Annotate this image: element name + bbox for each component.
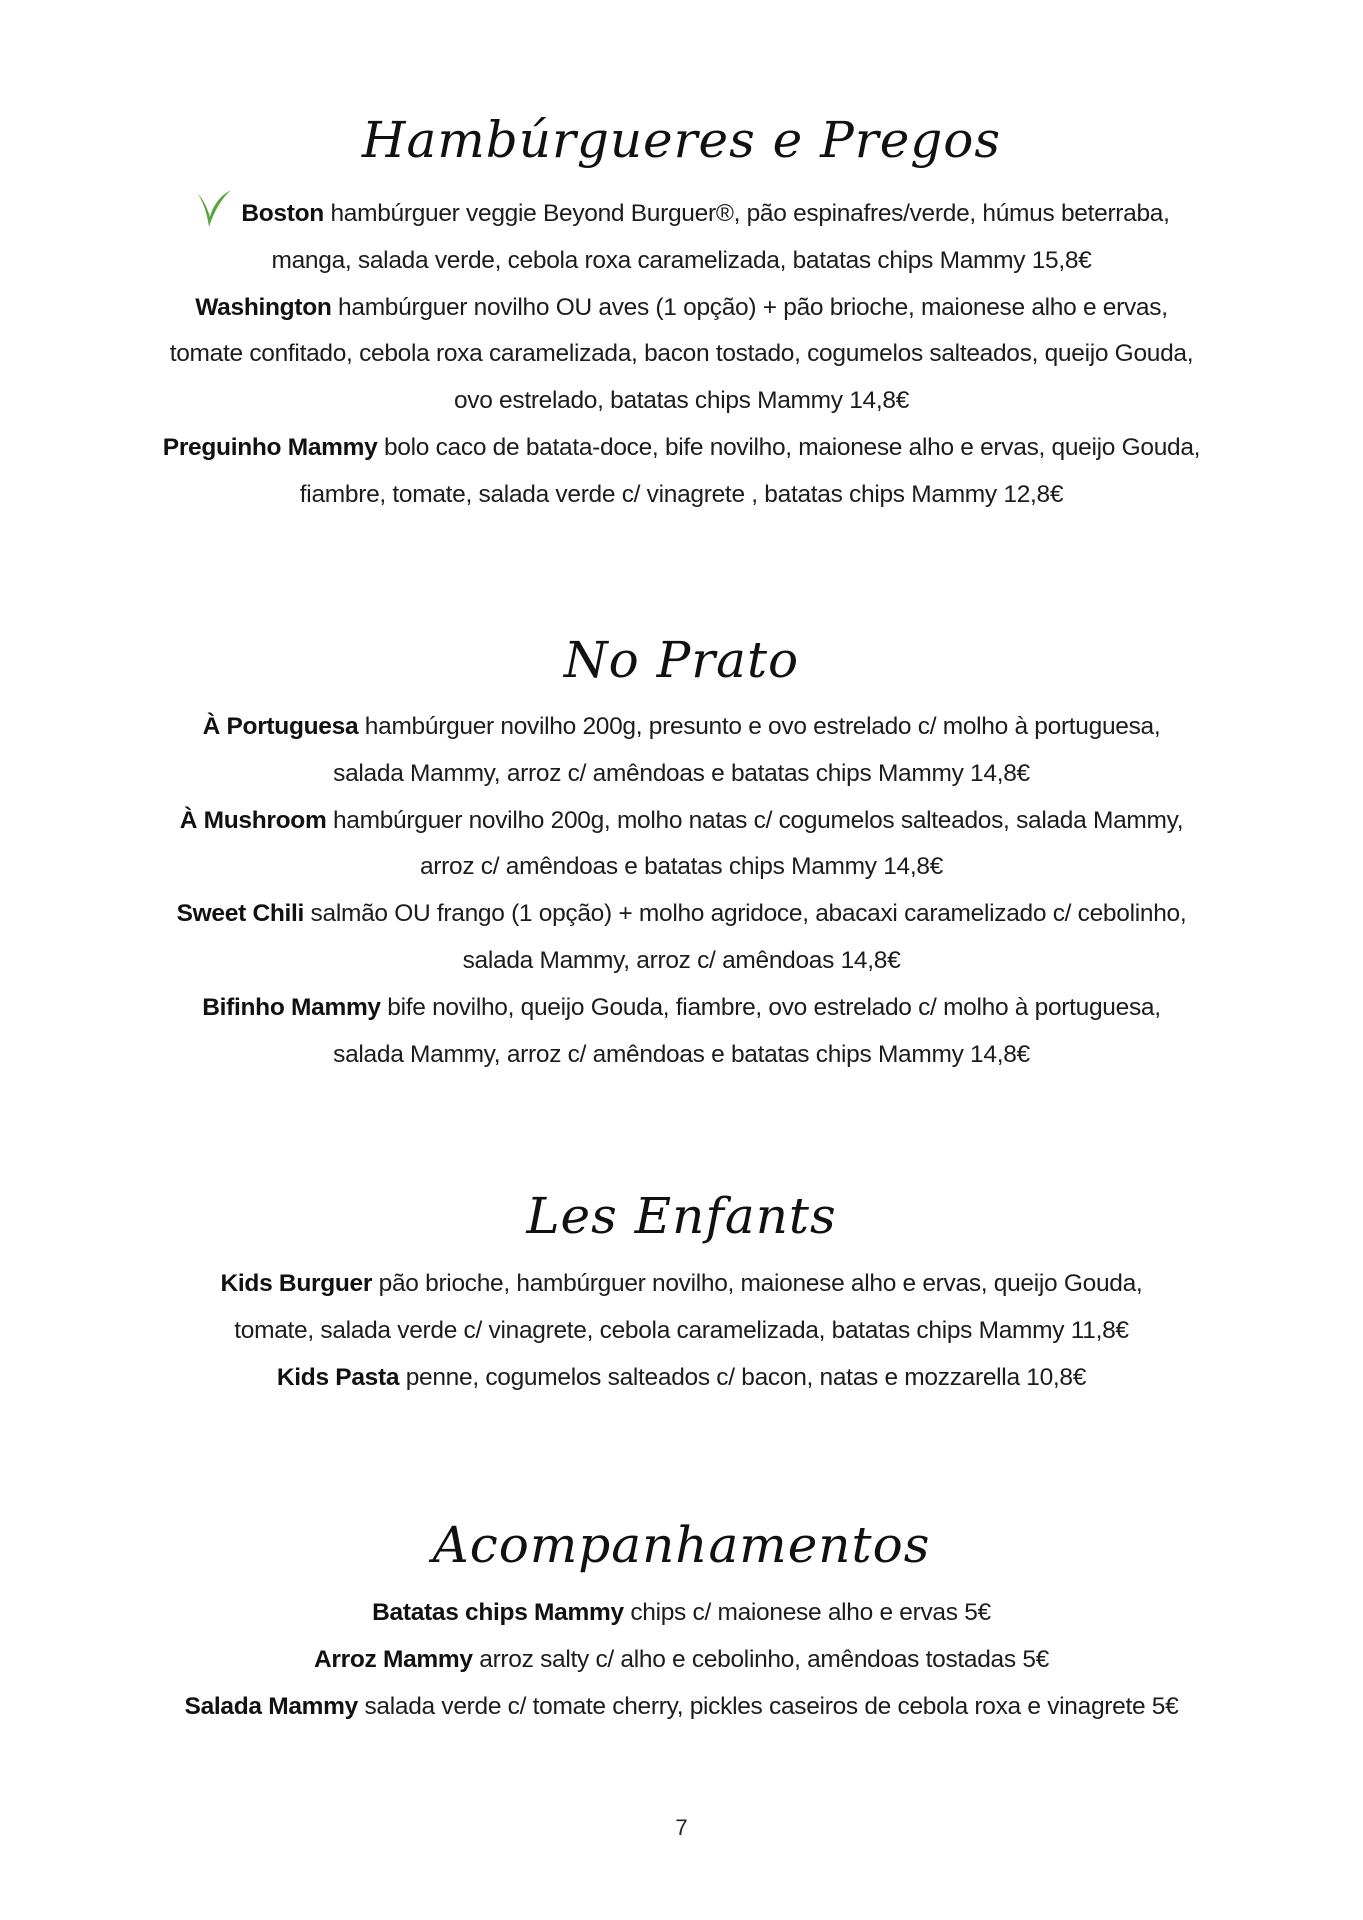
- section-title-hamburgueres: Hambúrgueres e Pregos: [361, 111, 1002, 169]
- section-items-hamburgueres: [110, 187, 1253, 519]
- vegan-leaf-icon: [193, 187, 233, 231]
- menu-item-description: pão brioche, hambúrguer novilho, maionese alho e ervas, queijo Gouda,: [378, 1270, 1143, 1297]
- menu-item-description: fiambre, tomate, salada verde c/ vinagrete , batatas chips Mammy 12,8€: [299, 480, 1064, 508]
- menu-item-description: salmão OU frango (1 opção) + molho agridoce, abacaxi caramelizado c/ cebolinho,: [310, 900, 1187, 928]
- section-title-les-enfants: Les Enfants: [526, 1187, 837, 1245]
- menu-item-name: Washington: [195, 293, 332, 321]
- menu-item-description: tomate, salada verde c/ vinagrete, cebola caramelizada, batatas chips Mammy 11,8€: [234, 1316, 1129, 1344]
- menu-item-name: Salada Mammy: [184, 1692, 358, 1720]
- menu-item-kids-pasta: [110, 1355, 1253, 1402]
- section-items-acompanhamentos: [110, 1590, 1253, 1730]
- menu-item-description: arroz c/ amêndoas e batatas chips Mammy 14,8€: [419, 853, 944, 881]
- menu-item-description: penne, cogumelos salteados c/ bacon, natas e mozzarella 10,8€: [405, 1363, 1087, 1391]
- menu-item-description: arroz salty c/ alho e cebolinho, amêndoas tostadas 5€: [479, 1645, 1049, 1673]
- menu-item-description: hambúrguer novilho 200g, presunto e ovo estrelado c/ molho à portuguesa,: [364, 713, 1161, 740]
- page-number: 7: [675, 1815, 688, 1840]
- menu-item-mushroom: [110, 798, 1253, 892]
- menu-item-salada: [110, 1684, 1253, 1731]
- menu-item-bifinho: [110, 985, 1253, 1079]
- menu-item-batatas-chips: [110, 1590, 1253, 1637]
- menu-item-description: hambúrguer novilho 200g, molho natas c/ cogumelos salteados, salada Mammy,: [332, 806, 1184, 834]
- section-title-no-prato: No Prato: [563, 631, 800, 689]
- section-items-no-prato: [110, 704, 1253, 1078]
- menu-item-kids-burguer: [110, 1261, 1253, 1355]
- menu-item-name: Sweet Chili: [176, 900, 305, 928]
- section-items-les-enfants: [110, 1261, 1253, 1401]
- menu-item-description: salada verde c/ tomate cherry, pickles caseiros de cebola roxa e vinagrete 5€: [364, 1692, 1179, 1720]
- menu-item-description: ovo estrelado, batatas chips Mammy 14,8€: [453, 387, 910, 415]
- menu-item-description: hambúrguer novilho OU aves (1 opção) + pão brioche, maionese alho e ervas,: [338, 293, 1168, 321]
- menu-item-description: salada Mammy, arroz c/ amêndoas e batatas chips Mammy 14,8€: [333, 1040, 1030, 1068]
- menu-item-portuguesa: [110, 704, 1253, 798]
- menu-item-name: Boston: [241, 200, 324, 227]
- menu-item-preguinho: [110, 425, 1253, 519]
- menu-item-description: chips c/ maionese alho e ervas 5€: [630, 1599, 991, 1626]
- menu-item-name: À Mushroom: [179, 806, 327, 834]
- menu-item-description: manga, salada verde, cebola roxa caramelizada, batatas chips Mammy 15,8€: [271, 246, 1092, 274]
- menu-item-name: Batatas chips Mammy: [372, 1599, 624, 1626]
- menu-item-description: bife novilho, queijo Gouda, fiambre, ovo estrelado c/ molho à portuguesa,: [387, 993, 1161, 1021]
- menu-item-description: salada Mammy, arroz c/ amêndoas e batatas chips Mammy 14,8€: [333, 759, 1030, 787]
- menu-item-boston: [110, 187, 1253, 285]
- menu-item-washington: [110, 285, 1253, 425]
- menu-item-description: tomate confitado, cebola roxa caramelizada, bacon tostado, cogumelos salteados, queijo Gouda,: [169, 340, 1194, 368]
- menu-item-name: À Portuguesa: [202, 713, 359, 740]
- menu-item-arroz: [110, 1637, 1253, 1684]
- menu-item-name: Preguinho Mammy: [162, 433, 378, 461]
- section-title-acompanhamentos: Acompanhamentos: [432, 1516, 931, 1574]
- menu-item-name: Kids Pasta: [276, 1363, 400, 1391]
- menu-item-name: Arroz Mammy: [314, 1645, 473, 1673]
- menu-item-description: bolo caco de batata-doce, bife novilho, maionese alho e ervas, queijo Gouda,: [383, 433, 1201, 461]
- menu-item-description: salada Mammy, arroz c/ amêndoas 14,8€: [462, 946, 901, 974]
- menu-item-description: hambúrguer veggie Beyond Burguer®, pão espinafres/verde, húmus beterraba,: [330, 200, 1170, 227]
- menu-item-name: Bifinho Mammy: [202, 993, 381, 1021]
- menu-item-sweet-chili: [110, 891, 1253, 985]
- menu-item-name: Kids Burguer: [220, 1270, 373, 1297]
